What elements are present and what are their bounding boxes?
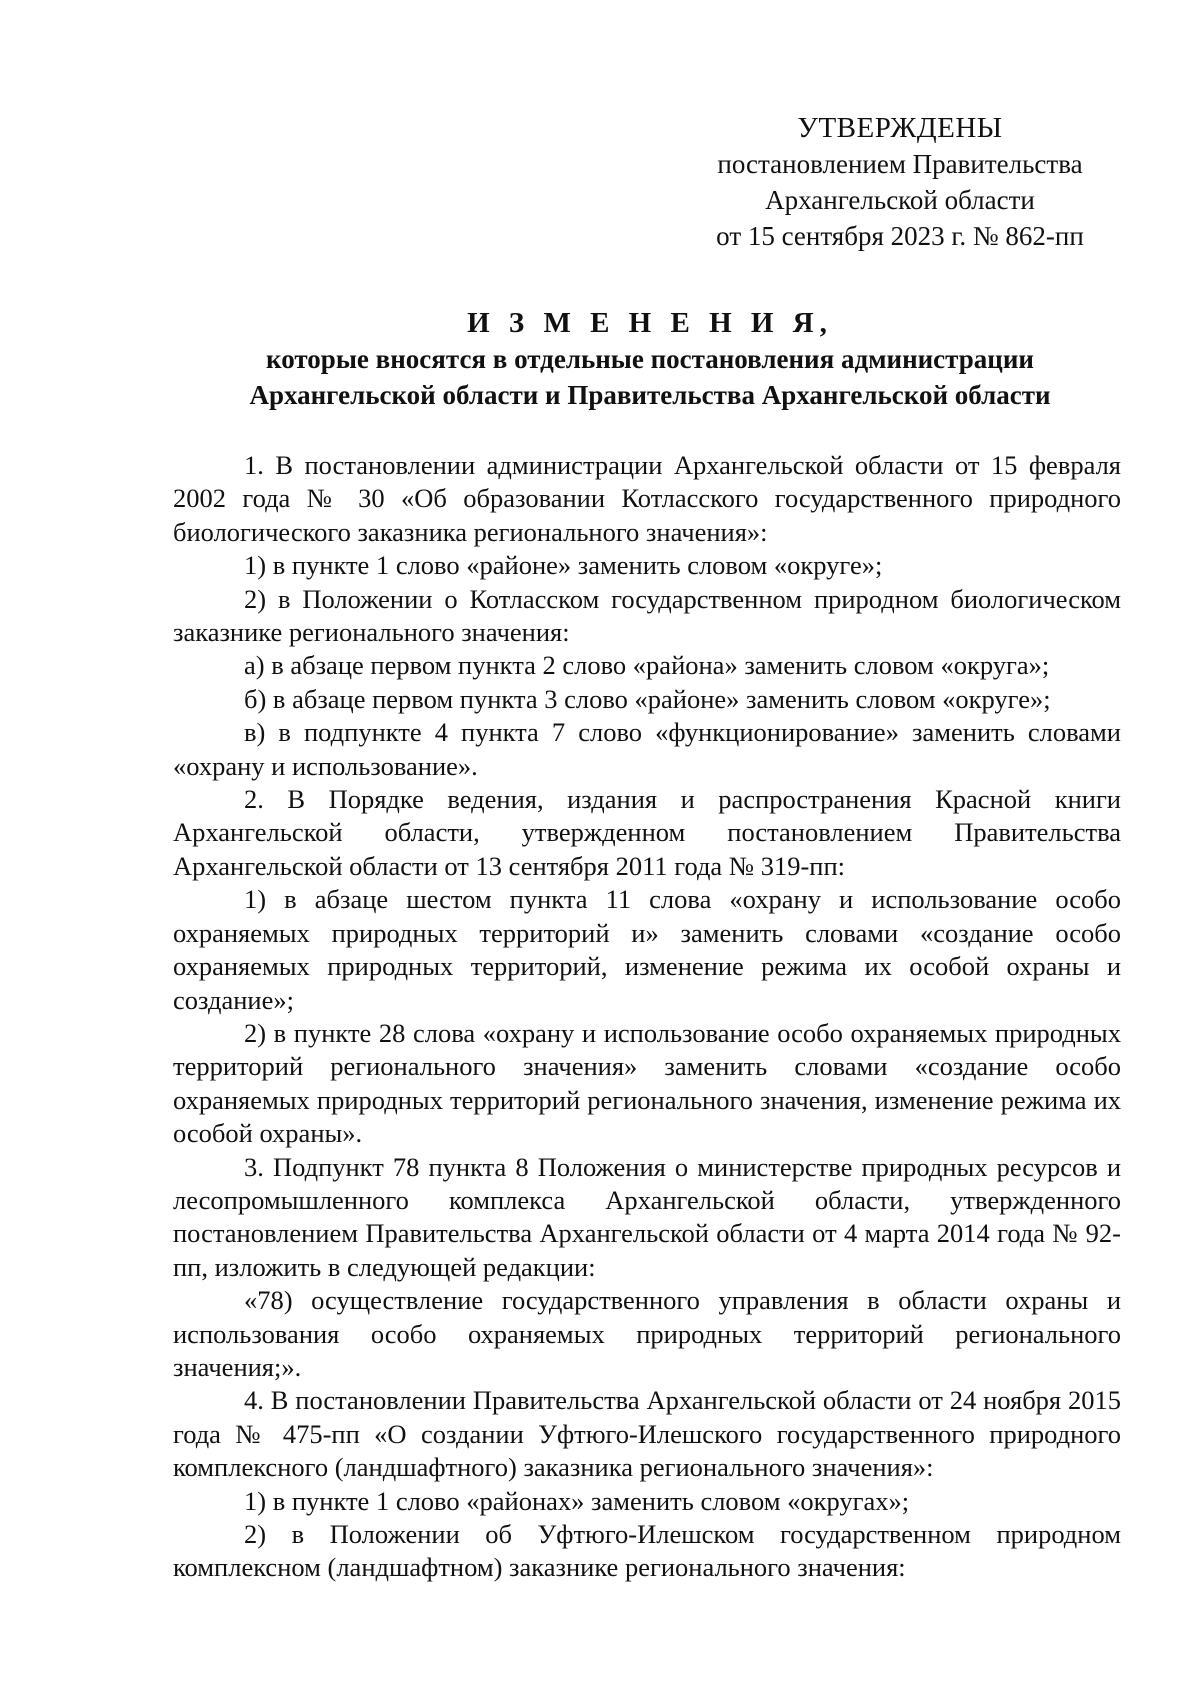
approval-line: постановлением Правительства <box>717 149 1083 179</box>
approval-line: Архангельской области <box>765 185 1035 215</box>
paragraph: 2) в Положении о Котласском государственном природном биологическом заказнике регионального значения: <box>173 583 1121 648</box>
paragraph: «78) осуществление государственного управления в области охраны и использования особо охраняемых природных территорий регионального значения;». <box>173 1285 1121 1382</box>
approval-title: УТВЕРЖДЕНЫ <box>797 112 1003 144</box>
paragraph: 2) в Положении об Уфтюго-Илешском государственном природном комплексном (ландшафтном) заказнике регионального значения: <box>173 1519 1121 1583</box>
approval-date-number: от 15 сентября 2023 г. № 862-пп <box>716 221 1084 251</box>
paragraph: 2. В Порядке ведения, издания и распространения Красной книги Архангельской области, утвержденном постановлением Правительства Архангельской области от 13 сентября 2011 года № 319-пп: <box>173 784 1121 881</box>
document-subtitle: Архангельской области и Правительства Архангельской области <box>249 380 1051 410</box>
paragraph: 2) в пункте 28 слова «охрану и использование особо охраняемых природных территорий регионального значения» заменить словами «создание особо охраняемых природных территорий регионального значения, изменение режима их особой охраны». <box>173 1017 1121 1149</box>
document-subtitle: которые вносятся в отдельные постановления администрации <box>266 344 1034 374</box>
paragraph: 1) в пункте 1 слово «районах» заменить словом «округах»; <box>244 1485 910 1516</box>
paragraph: в) в подпункте 4 пункта 7 слово «функционирование» заменить словами «охрану и использование». <box>173 717 1121 781</box>
document-title: И З М Е Н Е Н И Я, <box>467 307 833 339</box>
paragraph: 1) в абзаце шестом пункта 11 слова «охрану и использование особо охраняемых природных территорий и» заменить словами «создание особо охраняемых природных территорий, изменение режима их особой охраны и создание»; <box>173 884 1121 1015</box>
paragraph: 3. Подпункт 78 пункта 8 Положения о министерстве природных ресурсов и лесопромышленного комплекса Архангельской области, утвержденного постановлением Правительства Архангельской области от 4 марта 2014 года № 92-пп, изложить в следующей редакции: <box>173 1151 1121 1282</box>
document-heading <box>170 305 1130 413</box>
document-body <box>173 449 1121 1585</box>
approval-block <box>700 110 1100 254</box>
paragraph: а) в абзаце первом пункта 2 слово «района» заменить словом «округа»; <box>244 650 1050 681</box>
paragraph: б) в абзаце первом пункта 3 слово «районе» заменить словом «округе»; <box>244 683 1051 714</box>
paragraph: 1) в пункте 1 слово «районе» заменить словом «округе»; <box>244 550 883 581</box>
paragraph: 4. В постановлении Правительства Архангельской области от 24 ноября 2015 года № 475-пп «О создании Уфтюго-Илешского государственного природного комплексного (ландшафтного) заказника регионального значения»: <box>173 1385 1121 1483</box>
paragraph: 1. В постановлении администрации Архангельской области от 15 февраля 2002 года № 30 «Об образовании Котласского государственного природного биологического заказника регионального значения»: <box>173 450 1121 547</box>
